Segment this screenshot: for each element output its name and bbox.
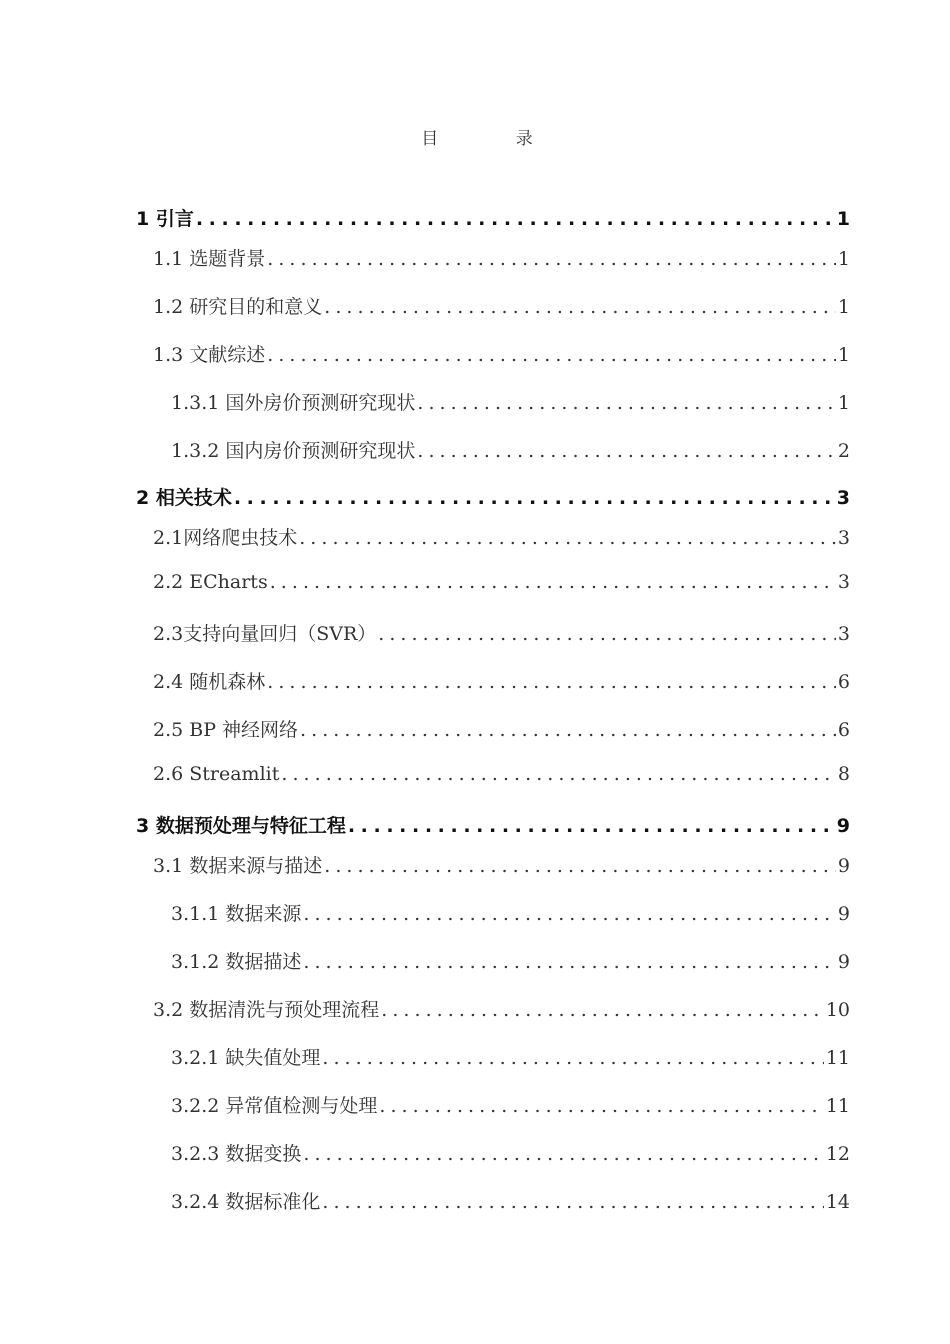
toc-entry-3-2-4[interactable] — [171, 1187, 850, 1213]
toc-entry-label: 3.2.4 数据标准化 — [171, 1191, 321, 1213]
toc-entry-page: 2 — [837, 440, 850, 462]
toc-entry-2-1[interactable] — [153, 523, 850, 549]
toc-leader — [379, 1095, 823, 1117]
toc-entry-label: 2 相关技术 — [136, 487, 232, 509]
toc-entry-3-2-2[interactable] — [171, 1091, 850, 1117]
toc-leader — [324, 296, 836, 318]
toc-leader — [381, 999, 824, 1021]
toc-entry-label: 3.2.3 数据变换 — [171, 1143, 302, 1165]
toc-entry-3-2-3[interactable] — [171, 1139, 850, 1165]
toc-entry-label: 3.1.1 数据来源 — [171, 903, 302, 925]
toc-entry-label: 1.3.1 国外房价预测研究现状 — [171, 392, 416, 414]
toc-leader — [417, 440, 836, 462]
toc-entry-label: 3.2.2 异常值检测与处理 — [171, 1095, 378, 1117]
toc-entry-label: 3.2.1 缺失值处理 — [171, 1047, 321, 1069]
toc-entry-page: 6 — [837, 671, 850, 693]
toc-entry-2-6[interactable] — [153, 763, 850, 789]
toc-leader — [303, 903, 836, 925]
toc-entry-page: 11 — [825, 1047, 850, 1069]
toc-entry-page: 1 — [837, 248, 850, 270]
toc-entry-label: 2.5 BP 神经网络 — [153, 719, 299, 741]
toc-leader — [299, 527, 836, 549]
toc-leader — [322, 1191, 823, 1213]
toc-leader — [303, 951, 836, 973]
toc-entry-page: 12 — [825, 1143, 850, 1165]
toc-entry-page: 9 — [837, 855, 850, 877]
toc-leader — [378, 623, 836, 645]
toc-leader — [267, 248, 836, 270]
toc-entry-3-1-2[interactable] — [171, 947, 850, 973]
toc-entry-page: 9 — [837, 951, 850, 973]
toc-entry-2-4[interactable] — [153, 667, 850, 693]
toc-title: 目 录 — [421, 129, 569, 149]
toc-entry-3-2-1[interactable] — [171, 1043, 850, 1069]
toc-entry-page: 3 — [836, 487, 850, 509]
toc-entry-1-3-2[interactable] — [171, 436, 850, 462]
toc-leader — [322, 1047, 823, 1069]
toc-entry-page: 1 — [837, 392, 850, 414]
toc-entry-1-1[interactable] — [153, 244, 850, 270]
toc-entry-3-1[interactable] — [153, 851, 850, 877]
toc-entry-page: 9 — [837, 903, 850, 925]
toc-entry-1-3[interactable] — [153, 340, 850, 366]
toc-entry-page: 3 — [837, 527, 850, 549]
toc-entry-page: 9 — [836, 815, 850, 837]
toc-leader — [267, 671, 836, 693]
toc-entry-label: 1.3 文献综述 — [153, 344, 266, 366]
toc-entry-1-2[interactable] — [153, 292, 850, 318]
toc-entry-label: 3 数据预处理与特征工程 — [136, 815, 346, 837]
toc-leader — [281, 763, 836, 785]
toc-entry-page: 3 — [837, 571, 850, 593]
toc-entry-page: 8 — [837, 763, 850, 785]
toc-entry-label: 3.2 数据清洗与预处理流程 — [153, 999, 380, 1021]
toc-entry-page: 11 — [825, 1095, 850, 1117]
toc-leader — [267, 344, 836, 366]
toc-entry-2[interactable] — [136, 483, 850, 509]
toc-entry-page: 10 — [825, 999, 850, 1021]
toc-entry-label: 2.1网络爬虫技术 — [153, 527, 298, 549]
toc-leader — [300, 719, 836, 741]
toc-entry-page: 3 — [837, 623, 850, 645]
toc-leader — [270, 571, 836, 593]
toc-entry-page: 14 — [825, 1191, 850, 1213]
toc-entry-label: 3.1 数据来源与描述 — [153, 855, 323, 877]
toc-leader — [348, 815, 835, 837]
toc-entry-label: 1.3.2 国内房价预测研究现状 — [171, 440, 416, 462]
toc-entry-2-5[interactable] — [153, 715, 850, 741]
toc-entry-label: 2.6 Streamlit — [153, 763, 280, 785]
toc-entry-label: 1.2 研究目的和意义 — [153, 296, 323, 318]
toc-entry-2-3[interactable] — [153, 619, 850, 645]
toc-entry-1-3-1[interactable] — [171, 388, 850, 414]
toc-entry-label: 2.2 ECharts — [153, 571, 268, 593]
toc-entry-page: 6 — [837, 719, 850, 741]
toc-entry-label: 2.3支持向量回归（SVR） — [153, 623, 377, 645]
toc-entry-label: 1 引言 — [136, 208, 194, 230]
toc-entry-2-2[interactable] — [153, 571, 850, 597]
toc-leader — [196, 208, 835, 230]
toc-entry-page: 1 — [836, 208, 850, 230]
toc-leader — [324, 855, 836, 877]
toc-leader — [234, 487, 835, 509]
toc-entry-page: 1 — [837, 296, 850, 318]
toc-leader — [303, 1143, 823, 1165]
toc-entry-3-1-1[interactable] — [171, 899, 850, 925]
toc-entry-label: 1.1 选题背景 — [153, 248, 266, 270]
toc-entry-page: 1 — [837, 344, 850, 366]
toc-entry-label: 2.4 随机森林 — [153, 671, 266, 693]
toc-entry-label: 3.1.2 数据描述 — [171, 951, 302, 973]
toc-leader — [417, 392, 836, 414]
toc-entry-1[interactable] — [136, 204, 850, 230]
toc-entry-3[interactable] — [136, 811, 850, 837]
toc-entry-3-2[interactable] — [153, 995, 850, 1021]
